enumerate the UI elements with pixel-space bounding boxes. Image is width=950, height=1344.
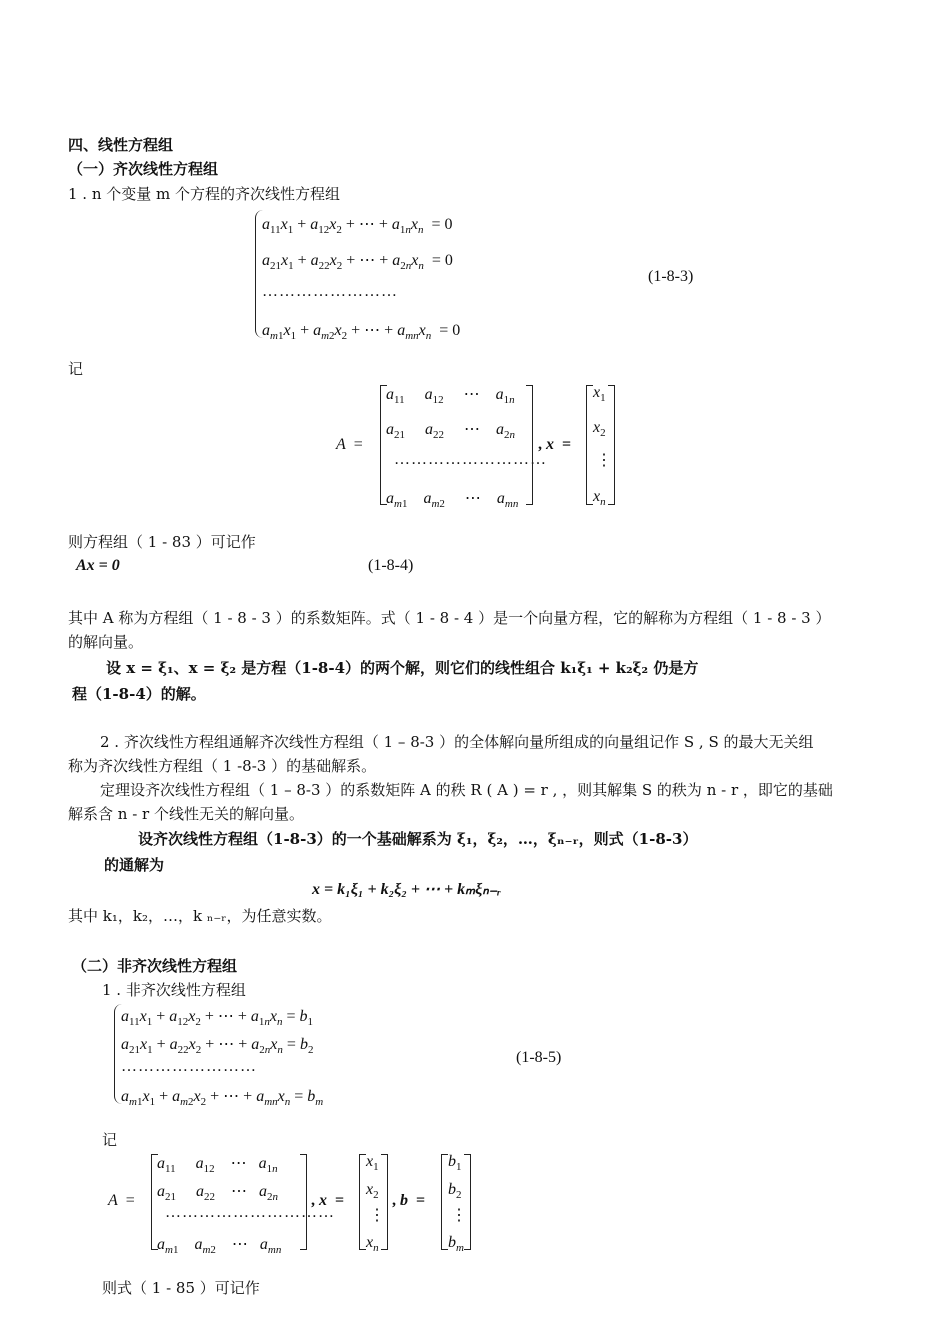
coefficient-paragraph-line2: 的解向量。 bbox=[68, 633, 144, 651]
right-bracket bbox=[464, 1154, 471, 1250]
then-text-185: 则式（ 1 - 85 ）可记作 bbox=[102, 1279, 260, 1297]
equation-dots: …………………… bbox=[121, 1058, 257, 1075]
vector-entry: $b_2$ bbox=[448, 1181, 462, 1202]
vector-x-label: , x = bbox=[311, 1192, 345, 1209]
theorem-rank-line1: 定理设齐次线性方程组（ 1 – 8-3 ）的系数矩阵 A 的秩 R ( A ) = r , ，则其解集 S 的秩为 n - r ，即它的基础 bbox=[100, 781, 833, 799]
equation-number-184: (1-8-4) bbox=[368, 557, 414, 574]
item-2-line1: 2 . 齐次线性方程组通解齐次线性方程组（ 1 – 8-3 ）的全体解向量所组成的向量组记作 S , S 的最大无关组 bbox=[100, 733, 814, 751]
equation-row: $a_{m1}x_1 + a_{m2}x_2$ + ⋯ + $a_{mn}x_n = b_m$ bbox=[121, 1088, 324, 1109]
equation-number-183: (1-8-3) bbox=[648, 268, 694, 285]
vector-x-label: , x = bbox=[538, 436, 572, 453]
matrix-row: $a_{11}$ $a_{12}$ ⋯ $a_{1n}$ bbox=[157, 1155, 278, 1176]
vector-vdots: ⋮ bbox=[451, 1207, 467, 1224]
matrix-A-label: A = bbox=[108, 1192, 135, 1209]
right-bracket bbox=[300, 1154, 307, 1250]
arbitrary-constants-text: 其中 k₁，k₂，…，k ₙ₋ᵣ，为任意实数。 bbox=[68, 907, 332, 925]
vector-vdots: ⋮ bbox=[596, 452, 612, 469]
matrix-row: $a_{21}$ $a_{22}$ ⋯ $a_{2n}$ bbox=[386, 421, 515, 442]
matrix-A-label: A = bbox=[336, 436, 363, 453]
subsection-title-homogeneous: （一）齐次线性方程组 bbox=[68, 160, 219, 178]
vector-entry: $x_n$ bbox=[593, 488, 606, 509]
left-bracket bbox=[586, 385, 593, 505]
matrix-row: $a_{m1}$ $a_{m2}$ ⋯ $a_{mn}$ bbox=[157, 1236, 282, 1257]
matrix-dots: ………………………… bbox=[165, 1204, 335, 1221]
vector-entry: $x_2$ bbox=[593, 419, 606, 440]
vector-vdots: ⋮ bbox=[369, 1207, 385, 1224]
vector-entry: $b_m$ bbox=[448, 1234, 464, 1255]
right-bracket bbox=[608, 385, 615, 505]
coefficient-paragraph-line1: 其中 A 称为方程组（ 1 - 8 - 3 ）的系数矩阵。式（ 1 - 8 - 4 ）是一个向量方程，它的解称为方程组（ 1 - 8 - 3 ） bbox=[68, 609, 831, 627]
item-3-text: 1 . 非齐次线性方程组 bbox=[102, 981, 246, 999]
equation-row: $a_{21}x_1 + a_{22}x_2$ + ⋯ + $a_{2n}x_n = b_2$ bbox=[121, 1036, 314, 1057]
equation-row: $a_{11}x_1 + a_{12}x_2$ + ⋯ + $a_{1n}x_n = 0$ bbox=[262, 216, 453, 237]
vector-entry: $b_1$ bbox=[448, 1153, 462, 1174]
equation-number-185: (1-8-5) bbox=[516, 1049, 562, 1066]
vector-entry: $x_n$ bbox=[366, 1234, 379, 1255]
theorem-linear-combination-line1: 设 x = ξ₁、x = ξ₂ 是方程（1-8-4）的两个解，则它们的线性组合 k₁ξ₁ + k₂ξ₂ 仍是方 bbox=[106, 659, 699, 677]
section-title: 四、线性方程组 bbox=[68, 136, 174, 154]
equation-dots: …………………… bbox=[262, 283, 398, 300]
label-ji-2: 记 bbox=[102, 1131, 118, 1149]
equation-ax-0: Ax = 0 bbox=[76, 557, 120, 574]
vector-entry: $x_1$ bbox=[593, 384, 606, 405]
item-2-line2: 称为齐次线性方程组（ 1 -8-3 ）的基础解系。 bbox=[68, 757, 377, 775]
left-bracket bbox=[441, 1154, 448, 1250]
basis-line2: 的通解为 bbox=[104, 856, 165, 874]
matrix-row: $a_{21}$ $a_{22}$ ⋯ $a_{2n}$ bbox=[157, 1183, 278, 1204]
subsection-title-nonhomogeneous: （二）非齐次线性方程组 bbox=[72, 957, 238, 975]
basis-line1: 设齐次线性方程组（1-8-3）的一个基础解系为 ξ₁，ξ₂，…，ξₙ₋ᵣ，则式（1-8-3） bbox=[138, 830, 698, 848]
matrix-row: $a_{11}$ $a_{12}$ ⋯ $a_{1n}$ bbox=[386, 386, 515, 407]
vector-b-label: , b = bbox=[392, 1192, 426, 1209]
right-bracket bbox=[381, 1154, 388, 1250]
matrix-row: $a_{m1}$ $a_{m2}$ ⋯ $a_{mn}$ bbox=[386, 490, 519, 511]
theorem-linear-combination-line2: 程（1-8-4）的解。 bbox=[72, 685, 206, 703]
label-ji: 记 bbox=[68, 360, 84, 378]
item-1-text: 1 . n 个变量 m 个方程的齐次线性方程组 bbox=[68, 185, 341, 203]
left-bracket bbox=[359, 1154, 366, 1250]
equation-row: $a_{m1}x_1 + a_{m2}x_2$ + ⋯ + $a_{mn}x_n = 0$ bbox=[262, 322, 461, 343]
vector-entry: $x_2$ bbox=[366, 1181, 379, 1202]
vector-entry: $x_1$ bbox=[366, 1153, 379, 1174]
equation-row: $a_{21}x_1 + a_{22}x_2$ + ⋯ + $a_{2n}x_n = 0$ bbox=[262, 252, 453, 273]
general-solution-formula: x = k₁ξ₁ + k₂ξ₂ + ⋯ + kₘξₙ₋ᵣ bbox=[312, 881, 501, 898]
then-text-183: 则方程组（ 1 - 83 ）可记作 bbox=[68, 533, 256, 551]
right-bracket bbox=[526, 385, 533, 505]
equation-row: $a_{11}x_1 + a_{12}x_2$ + ⋯ + $a_{1n}x_n = b_1$ bbox=[121, 1008, 314, 1029]
matrix-dots: ……………………… bbox=[394, 451, 547, 468]
theorem-rank-line2: 解系含 n - r 个线性无关的解向量。 bbox=[68, 805, 304, 823]
